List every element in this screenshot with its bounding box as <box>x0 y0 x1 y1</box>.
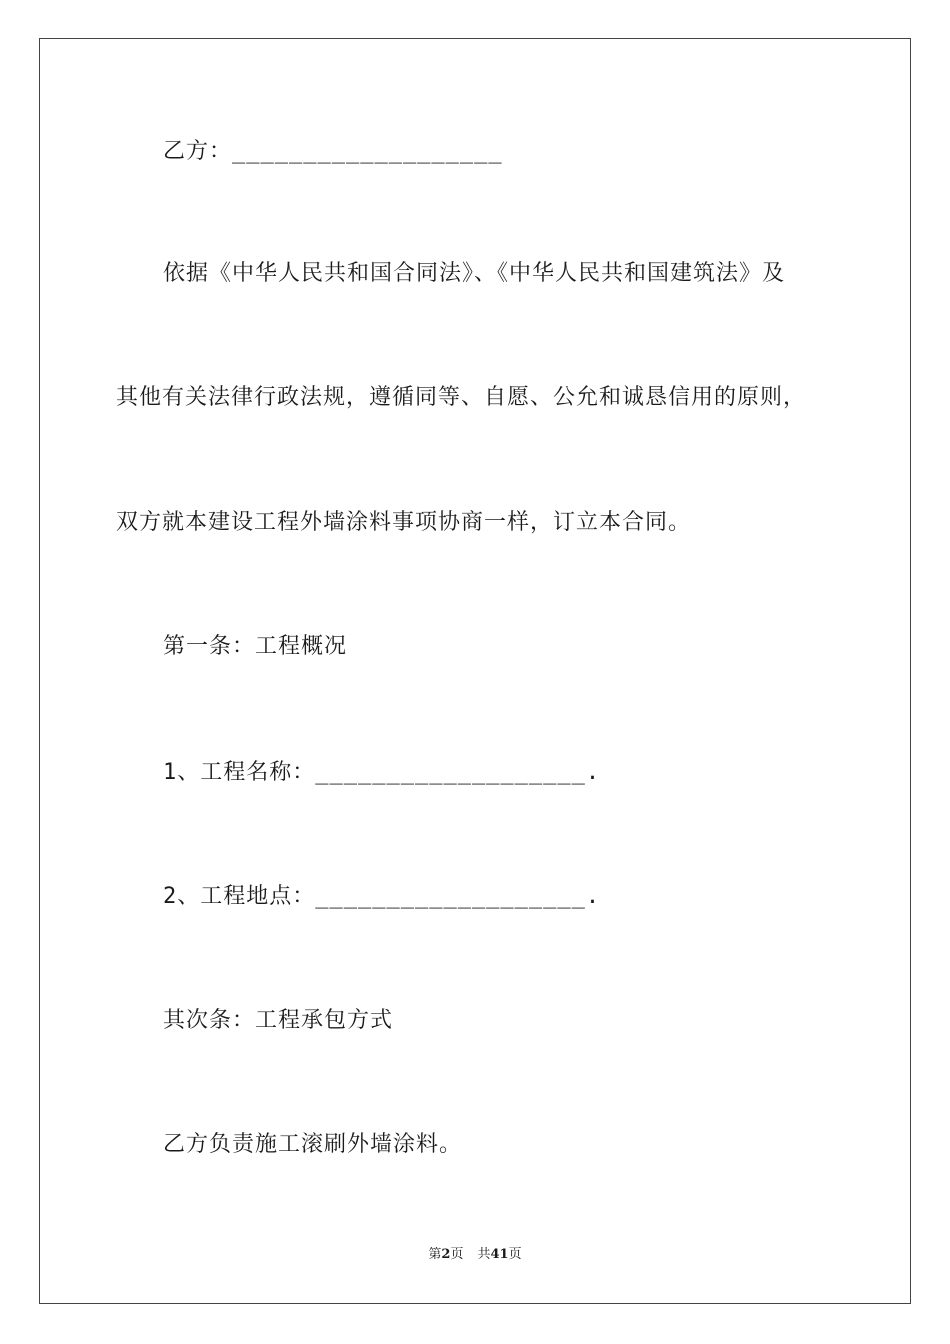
total-pages: 41 <box>490 1247 509 1262</box>
project-name-line: 1、工程名称：___________________. <box>163 760 601 785</box>
page-prefix: 第 <box>428 1247 442 1262</box>
page-number: 2 <box>441 1247 451 1262</box>
basis-paragraph-line-2: 其他有关法律行政法规，遵循同等、自愿、公允和诚恳信用的原则， <box>116 385 807 410</box>
page-border <box>39 38 911 1304</box>
basis-paragraph-line-3: 双方就本建设工程外墙涂料事项协商一样，订立本合同。 <box>116 510 692 535</box>
project-location-line: 2、工程地点：___________________. <box>163 884 601 909</box>
article-2-heading: 其次条：工程承包方式 <box>163 1008 394 1033</box>
article-1-heading: 第一条：工程概况 <box>163 634 348 659</box>
party-b-line: 乙方：___________________ <box>163 139 503 164</box>
basis-paragraph-line-1: 依据《中华人民共和国合同法》、《中华人民共和国建筑法》及 <box>163 261 786 286</box>
total-suffix: 页 <box>508 1247 522 1262</box>
page-suffix: 页 <box>450 1247 464 1262</box>
contracting-method-line: 乙方负责施工滚刷外墙涂料。 <box>163 1132 463 1157</box>
total-prefix: 共 <box>477 1247 491 1262</box>
page-footer <box>0 1246 950 1264</box>
